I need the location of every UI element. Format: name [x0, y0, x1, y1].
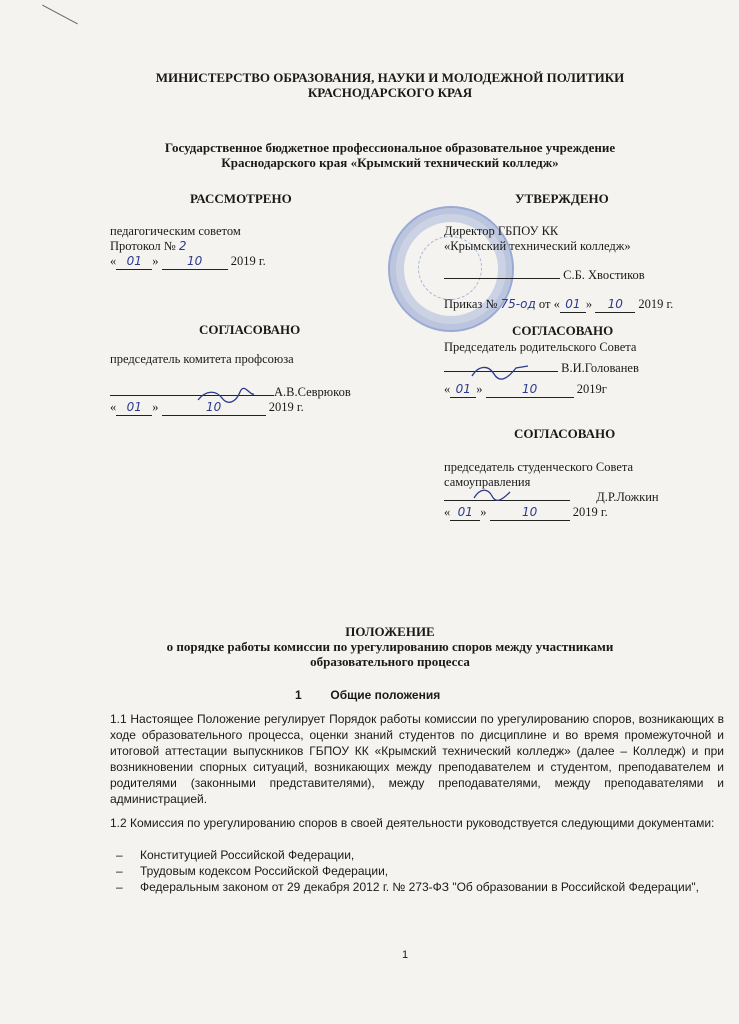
order-label: Приказ № [444, 297, 498, 311]
union-agreed-title: СОГЛАСОВАНО [199, 322, 301, 337]
list-dash: – [116, 864, 123, 878]
order-from: от « [538, 297, 560, 311]
union-line1: председатель комитета профсоюза [110, 352, 294, 366]
paragraph-1-2: 1.2 Комиссия по урегулированию споров в своей деятельности руководствуется следующими документами: [110, 816, 715, 830]
student-day: 01 [450, 505, 480, 521]
list-dash: – [116, 848, 123, 862]
parent-signature [470, 360, 530, 382]
parent-line1: Председатель родительского Совета [444, 340, 637, 354]
section-name: Общие положения [330, 688, 441, 702]
institution-heading [90, 140, 690, 170]
student-line1: председатель студенческого Совета [444, 460, 634, 474]
ministry-heading [90, 70, 690, 100]
considered-line1: педагогическим советом [110, 224, 241, 238]
title-sub1: о порядке работы комиссии по урегулированию споров между участниками [166, 639, 614, 654]
director-name: С.Б. Хвостиков [563, 268, 645, 282]
protocol-label: Протокол № [110, 239, 176, 253]
institution-line1: Государственное бюджетное профессиональное образовательное учреждение [164, 140, 616, 155]
parent-date: « 01 » 10 2019г [444, 382, 607, 396]
union-signer: А.В.Севрюков [274, 385, 351, 399]
order-year: 2019 г. [638, 297, 674, 311]
order-day: 01 [560, 297, 586, 313]
union-year: 2019 г. [268, 400, 304, 414]
document-title [90, 624, 690, 669]
considered-block [110, 224, 370, 270]
parent-month: 10 [486, 382, 574, 398]
list-dash: – [116, 880, 123, 894]
title-main: ПОЛОЖЕНИЕ [345, 624, 435, 639]
protocol-number: 2 [178, 239, 187, 253]
section-number: 1 [295, 688, 302, 702]
considered-day: 01 [116, 254, 152, 270]
union-signature [196, 386, 256, 406]
student-date: « 01 » 10 2019 г. [444, 505, 608, 519]
ministry-line2: КРАСНОДАРСКОГО КРАЯ [307, 85, 473, 100]
union-month: 10 [162, 400, 266, 416]
page-number: 1 [402, 949, 409, 961]
paragraph-1-1: 1.1 Настоящее Положение регулирует Порядок работы комиссии по урегулированию споров, возникающих в ходе образовательного процесса, оценки знаний студентов по дисциплине и во время промежуточной и итоговой аттестации выпускников ГБПОУ КК «Крымский технический колледж» (далее – Колледж) и при возникновении спорных ситуаций, возникающих между преподавателем и студентом, преподавателем и родителями (законными представителями), между преподавателями, между преподавателями и администрацией. [110, 712, 724, 806]
list-item: – Федеральным законом от 29 декабря 2012 г. № 273-ФЗ "Об образовании в Российской Федерации", [116, 880, 700, 894]
student-line2: самоуправления [444, 475, 531, 489]
student-name: Д.Р.Ложкин [596, 490, 659, 504]
order-line: Приказ № 75-од от « 01 » 10 2019 г. [444, 297, 674, 311]
director-line2: «Крымский технический колледж» [444, 239, 631, 253]
student-signature [472, 486, 512, 504]
director-line1: Директор ГБПОУ КК [444, 224, 559, 238]
student-year: 2019 г. [572, 505, 608, 519]
parent-name: В.И.Голованев [561, 361, 639, 375]
approved-title: УТВЕРЖДЕНО [515, 191, 609, 206]
protocol-line [110, 239, 370, 254]
director-sign-line [444, 268, 724, 283]
considered-month: 10 [162, 254, 228, 270]
section-heading [295, 688, 440, 703]
union-day: 01 [116, 400, 152, 416]
parent-agreed-title: СОГЛАСОВАНО [512, 323, 614, 338]
title-sub2: образовательного процесса [310, 654, 470, 669]
parent-day: 01 [450, 382, 476, 398]
list-item: – Трудовым кодексом Российской Федерации, [116, 864, 389, 878]
considered-year: 2019 г. [230, 254, 266, 268]
list-item: – Конституцией Российской Федерации, [116, 848, 355, 862]
considered-date: « 01 » 10 2019 г. [110, 254, 266, 268]
scan-mark [42, 5, 78, 25]
documents-list [116, 847, 716, 895]
parent-year: 2019г [576, 382, 607, 396]
student-month: 10 [490, 505, 570, 521]
institution-line2: Краснодарского края «Крымский технический колледж» [221, 155, 559, 170]
order-month: 10 [595, 297, 635, 313]
considered-title: РАССМОТРЕНО [190, 191, 292, 206]
ministry-line1: МИНИСТЕРСТВО ОБРАЗОВАНИЯ, НАУКИ И МОЛОДЕЖНОЙ ПОЛИТИКИ [155, 70, 625, 85]
order-number: 75-од [500, 297, 536, 311]
student-agreed-title: СОГЛАСОВАНО [514, 426, 616, 441]
union-block [110, 352, 390, 416]
union-date: « 01 » 10 2019 г. [110, 400, 304, 414]
director-block [444, 224, 724, 313]
